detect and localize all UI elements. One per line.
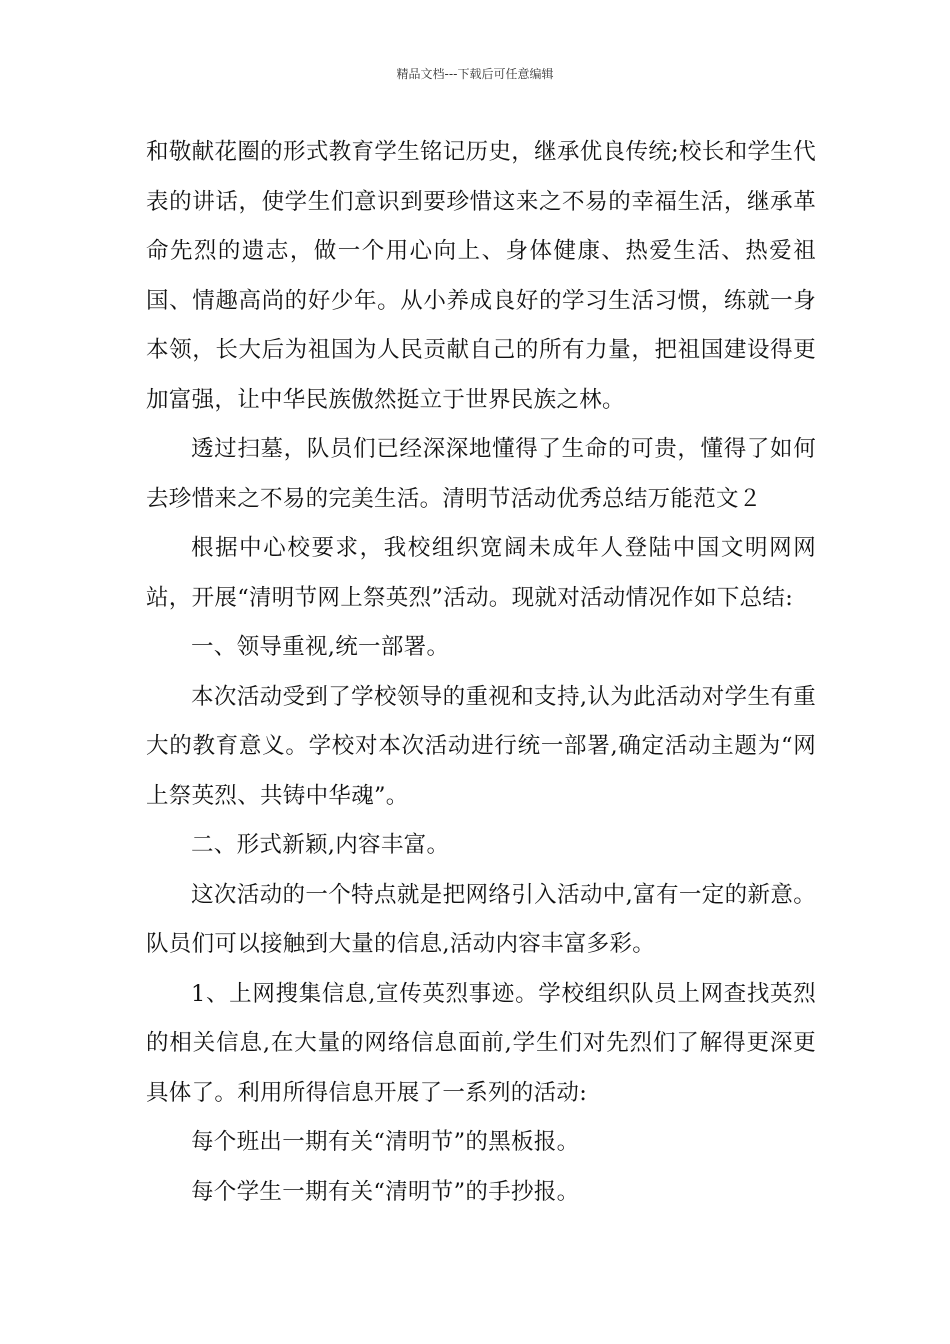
document-body <box>146 128 816 1217</box>
page-header: 精品文档---下载后可任意编辑 <box>396 67 554 81</box>
paragraph: 每个班出一期有关“清明节”的黑板报。 <box>191 1129 580 1155</box>
section-heading: 二、形式新颖,内容丰富。 <box>191 832 450 858</box>
paragraph: 透过扫墓，队员们已经深深地懂得了生命的可贵，懂得了如何去珍惜来之不易的完美生活。清明节活动优秀总结万能范文２ <box>146 436 816 512</box>
section-heading: 一、领导重视,统一部署。 <box>191 634 450 660</box>
paragraph: 这次活动的一个特点就是把网络引入活动中,富有一定的新意。队员们可以接触到大量的信息,活动内容丰富多彩。 <box>146 881 816 957</box>
paragraph: 本次活动受到了学校领导的重视和支持,认为此活动对学生有重大的教育意义。学校对本次活动进行统一部署,确定活动主题为“网上祭英烈、共铸中华魂”。 <box>146 683 816 809</box>
paragraph: 根据中心校要求，我校组织宽阔未成年人登陆中国文明网网站，开展“清明节网上祭英烈”活动。现就对活动情况作如下总结: <box>146 535 816 611</box>
paragraph: 1、上网搜集信息,宣传英烈事迹。学校组织队员上网查找英烈的相关信息,在大量的网络信息面前,学生们对先烈们了解得更深更具体了。利用所得信息开展了一系列的活动: <box>146 980 816 1106</box>
paragraph: 每个学生一期有关“清明节”的手抄报。 <box>191 1178 580 1205</box>
paragraph: 和敬献花圈的形式教育学生铭记历史，继承优良传统;校长和学生代表的讲话，使学生们意识到要珍惜这来之不易的幸福生活，继承革命先烈的遗志，做一个用心向上、身体健康、热爱生活、热爱祖国、情趣高尚的好少年。从小养成良好的学习生活习惯，练就一身本领，长大后为祖国为人民贡献自己的所有力量，把祖国建设得更加富强，让中华民族傲然挺立于世界民族之林。 <box>146 139 816 413</box>
